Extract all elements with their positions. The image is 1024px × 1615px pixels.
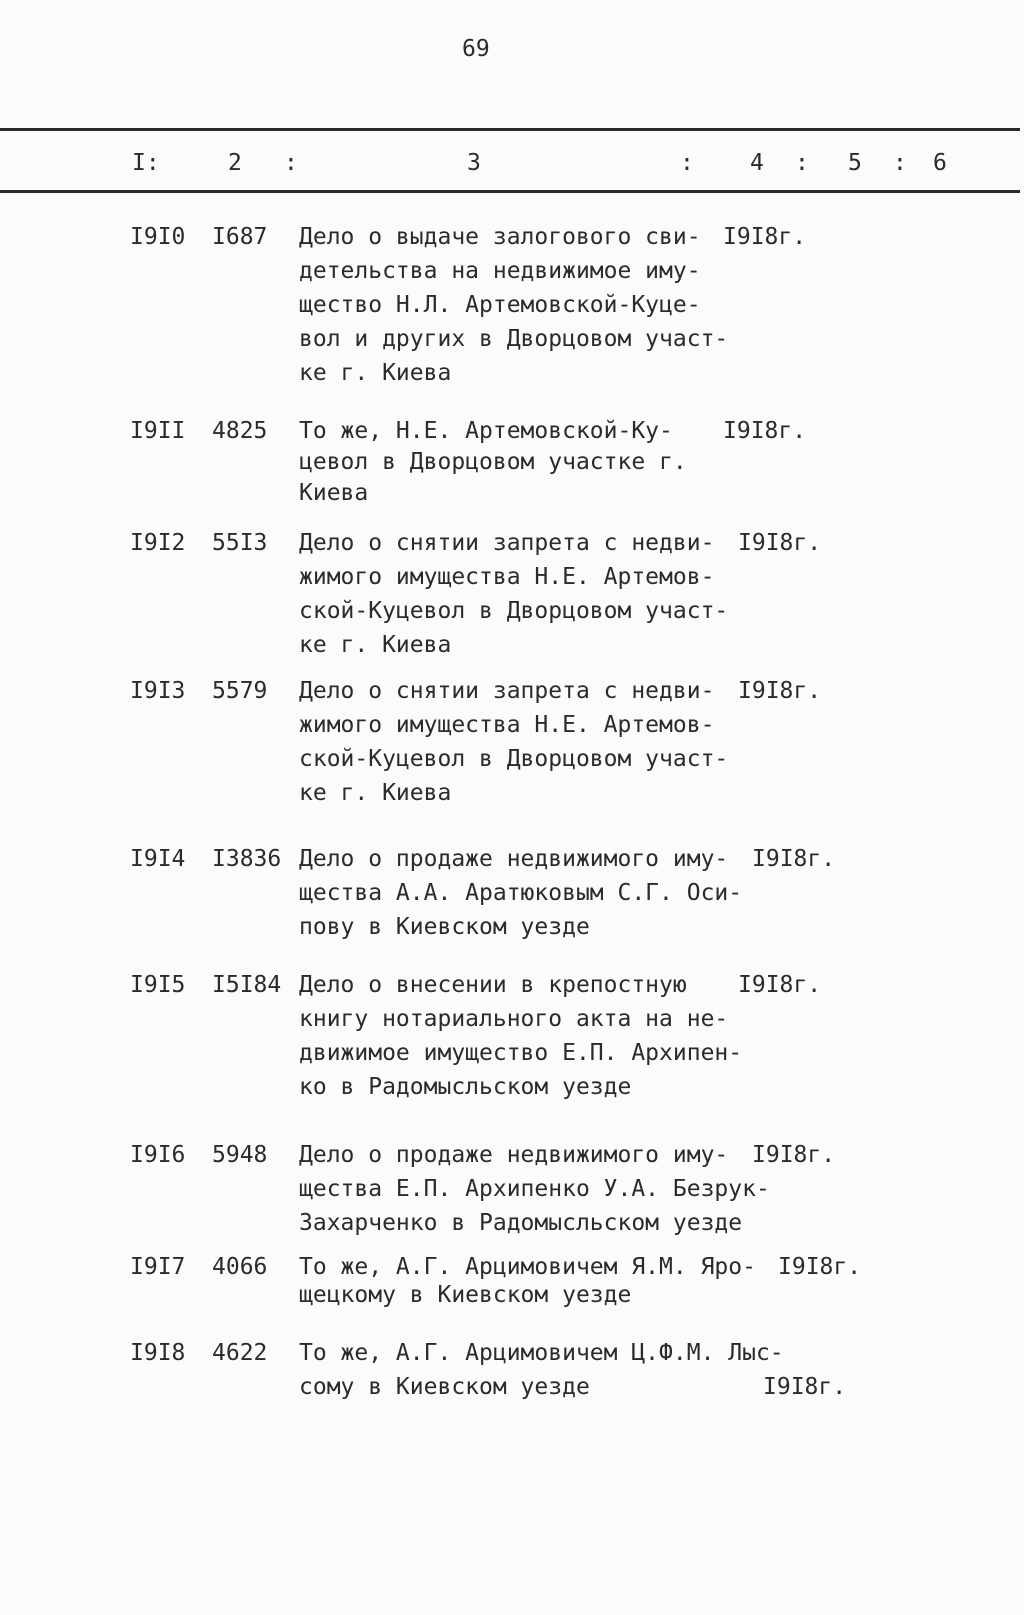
description-line: цевол в Дворцовом участке г. — [299, 449, 687, 475]
description-line: То же, А.Г. Арцимовичем Ц.Ф.М. Лыс- — [299, 1340, 784, 1366]
entry-description — [299, 414, 729, 510]
entry-file-code: I687 — [212, 224, 268, 250]
header-top-rule — [0, 128, 1020, 131]
description-line: щецкому в Киевском уезде — [299, 1282, 632, 1308]
entry-date: I9I8г. — [752, 1142, 836, 1168]
description-line: вол и других в Дворцовом участ- — [299, 326, 729, 352]
description-line: щества Е.П. Архипенко У.А. Безрук- — [299, 1176, 770, 1202]
description-line: пову в Киевском уезде — [299, 914, 590, 940]
column-3-header: 3 — [467, 150, 481, 176]
entry-description — [299, 526, 729, 662]
column-6-header: 6 — [933, 150, 947, 176]
entry-description — [299, 220, 729, 390]
entry-file-code: 5948 — [212, 1142, 268, 1168]
description-line: сому в Киевском уезде — [299, 1374, 590, 1400]
description-line: ской-Куцевол в Дворцовом участ- — [299, 598, 729, 624]
entry-file-code: I5I84 — [212, 972, 282, 998]
entry-file-code: I3836 — [212, 846, 282, 872]
entry-file-code: 4825 — [212, 418, 268, 444]
entry-file-code: 4066 — [212, 1254, 268, 1280]
column-separator: : — [893, 150, 907, 176]
column-header — [0, 150, 1020, 184]
entry-description — [299, 1250, 756, 1312]
column-5-header: 5 — [848, 150, 862, 176]
description-line: ко в Радомысльском уезде — [299, 1074, 632, 1100]
page-number: 69 — [462, 36, 490, 62]
description-line: Захарченко в Радомысльском уезде — [299, 1210, 743, 1236]
description-line: щества А.А. Аратюковым С.Г. Оси- — [299, 880, 743, 906]
description-line: ке г. Киева — [299, 360, 452, 386]
entry-number: I9I7 — [130, 1254, 186, 1280]
entry-number: I9I8 — [130, 1340, 186, 1366]
entry-number: I9I4 — [130, 846, 186, 872]
description-line: Дело о выдаче залогового сви- — [299, 224, 701, 250]
description-line: жимого имущества Н.Е. Артемов- — [299, 564, 715, 590]
description-line: ке г. Киева — [299, 780, 452, 806]
entry-date: I9I8г. — [723, 224, 807, 250]
description-line: книгу нотариального акта на не- — [299, 1006, 729, 1032]
description-line: Дело о снятии запрета с недви- — [299, 678, 715, 704]
entry-number: I9II — [130, 418, 186, 444]
entry-description — [299, 1138, 770, 1240]
entry-date: I9I8г. — [752, 846, 836, 872]
header-bottom-rule — [0, 190, 1020, 193]
description-line: щество Н.Л. Артемовской-Куце- — [299, 292, 701, 318]
column-1-header: I: — [132, 150, 160, 176]
entry-number: I9I5 — [130, 972, 186, 998]
description-line: То же, А.Г. Арцимовичем Я.М. Яро- — [299, 1254, 756, 1280]
entry-date: I9I8г. — [738, 972, 822, 998]
entry-file-code: 4622 — [212, 1340, 268, 1366]
entry-description — [299, 674, 729, 810]
entry-number: I9I0 — [130, 224, 186, 250]
description-line: Дело о продаже недвижимого иму- — [299, 846, 729, 872]
description-line: Дело о внесении в крепостную — [299, 972, 687, 998]
entry-date: I9I8г. — [778, 1254, 862, 1280]
entry-file-code: 5579 — [212, 678, 268, 704]
column-separator: : — [284, 150, 298, 176]
entry-date: I9I8г. — [763, 1374, 847, 1400]
description-line: детельства на недвижимое иму- — [299, 258, 701, 284]
entry-number: I9I3 — [130, 678, 186, 704]
entry-file-code: 55I3 — [212, 530, 268, 556]
entry-description — [299, 842, 743, 944]
column-separator: : — [680, 150, 694, 176]
entry-date: I9I8г. — [723, 418, 807, 444]
column-separator: : — [795, 150, 809, 176]
column-4-header: 4 — [750, 150, 764, 176]
description-line: движимое имущество Е.П. Архипен- — [299, 1040, 743, 1066]
description-line: жимого имущества Н.Е. Артемов- — [299, 712, 715, 738]
column-2-header: 2 — [228, 150, 242, 176]
entry-number: I9I2 — [130, 530, 186, 556]
description-line: То же, Н.Е. Артемовской-Ку- — [299, 418, 673, 444]
entry-date: I9I8г. — [738, 678, 822, 704]
entry-description — [299, 1336, 784, 1404]
description-line: ской-Куцевол в Дворцовом участ- — [299, 746, 729, 772]
description-line: Киева — [299, 480, 369, 506]
entry-description — [299, 968, 743, 1104]
entry-number: I9I6 — [130, 1142, 186, 1168]
description-line: Дело о снятии запрета с недви- — [299, 530, 715, 556]
description-line: ке г. Киева — [299, 632, 452, 658]
description-line: Дело о продаже недвижимого иму- — [299, 1142, 729, 1168]
entry-date: I9I8г. — [738, 530, 822, 556]
